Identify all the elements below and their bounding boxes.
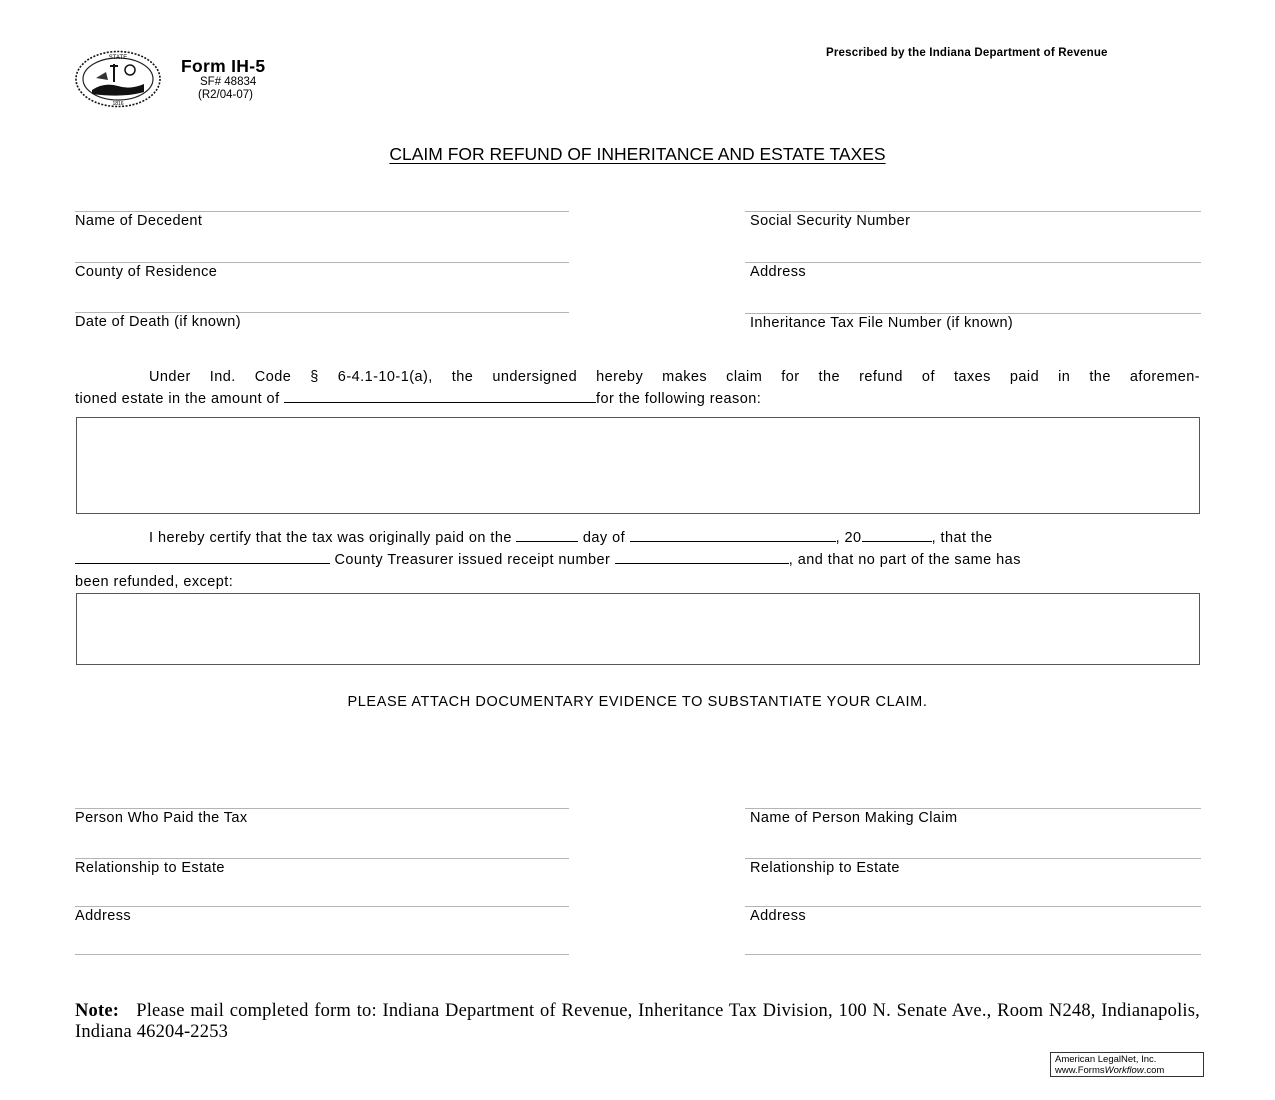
name-of-decedent-field[interactable]	[75, 211, 569, 229]
field-label: County of Residence	[75, 264, 218, 280]
publisher-stamp: American LegalNet, Inc. www.FormsWorkflow.com	[1050, 1052, 1204, 1077]
person-who-paid-field[interactable]	[75, 808, 569, 826]
claimant-relationship-field[interactable]	[745, 858, 1201, 876]
field-label: Inheritance Tax File Number (if known)	[750, 315, 1014, 331]
svg-text:STATE: STATE	[108, 55, 128, 61]
paid-year-input[interactable]	[862, 528, 932, 542]
certification-statement: I hereby certify that the tax was originally paid on the day of , 20 , that the County Treasurer issued receipt number , and that no part of the same has been refunded, except:	[75, 530, 1021, 590]
county-input[interactable]	[75, 550, 330, 564]
field-label: Relationship to Estate	[75, 860, 225, 876]
decedent-address-field[interactable]	[745, 262, 1201, 280]
claimant-name-field[interactable]	[745, 808, 1201, 826]
inheritance-tax-file-number-field[interactable]	[745, 313, 1201, 331]
social-security-number-field[interactable]	[745, 211, 1201, 229]
claimant-address-line2-field[interactable]	[745, 954, 1201, 956]
county-of-residence-field[interactable]	[75, 262, 569, 280]
field-label: Date of Death (if known)	[75, 314, 241, 330]
date-of-death-field[interactable]	[75, 312, 569, 330]
payer-address-line2-field[interactable]	[75, 954, 569, 956]
payer-address-field[interactable]	[75, 906, 569, 924]
field-label: Name of Decedent	[75, 213, 203, 229]
receipt-number-input[interactable]	[615, 550, 789, 564]
revision-date: (R2/04-07)	[198, 89, 253, 101]
refund-exception-textarea[interactable]	[76, 593, 1200, 665]
prescribed-by: Prescribed by the Indiana Department of Revenue	[826, 47, 1108, 59]
field-label: Address	[750, 908, 806, 924]
page-title: CLAIM FOR REFUND OF INHERITANCE AND ESTATE TAXES	[389, 144, 886, 164]
paid-month-input[interactable]	[630, 528, 836, 542]
claim-statement: Under Ind. Code § 6-4.1-10-1(a), the undersigned hereby makes claim for the refund of taxes paid in the aforemen- tioned estate in the amount of for the following reason:	[75, 369, 1200, 407]
refund-amount-input[interactable]	[284, 389, 596, 403]
sf-number: SF# 48834	[200, 76, 257, 88]
field-label: Name of Person Making Claim	[750, 810, 958, 826]
form-number: Form IH-5	[181, 56, 266, 76]
field-label: Address	[75, 908, 131, 924]
field-label: Address	[750, 264, 806, 280]
refund-reason-textarea[interactable]	[76, 417, 1200, 514]
field-label: Relationship to Estate	[750, 860, 900, 876]
svg-text:1816: 1816	[112, 101, 124, 107]
state-seal-icon	[74, 50, 162, 108]
mailing-note: Note: Please mail completed form to: Indiana Department of Revenue, Inheritance Tax Division, 100 N. Senate Ave., Room N248, Indianapolis, Indiana 46204-2253	[75, 1001, 1200, 1042]
attach-evidence-notice: PLEASE ATTACH DOCUMENTARY EVIDENCE TO SUBSTANTIATE YOUR CLAIM.	[347, 694, 928, 710]
field-label: Social Security Number	[750, 213, 911, 229]
field-label: Person Who Paid the Tax	[75, 810, 248, 826]
paid-day-input[interactable]	[516, 528, 578, 542]
payer-relationship-field[interactable]	[75, 858, 569, 876]
claimant-address-field[interactable]	[745, 906, 1201, 924]
